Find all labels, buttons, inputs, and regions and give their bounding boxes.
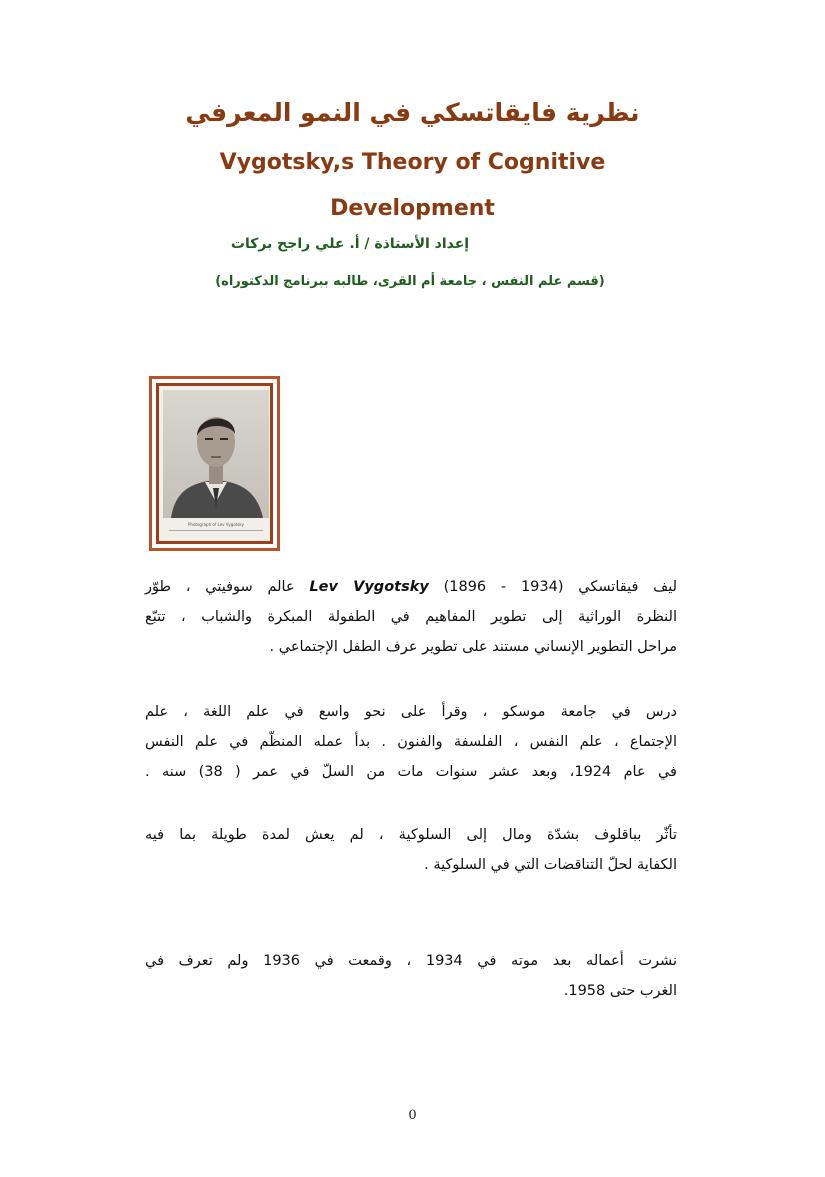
paragraph-3 (145, 820, 677, 880)
paragraph-3-line-2: الكفاية لحلّ التناقضات التي في السلوكية . (424, 857, 677, 873)
paragraph-2-line-2: الإجتماع ، علم النفس ، الفلسفة والفنون . بدأ عمله المنظّم في علم النفس (145, 734, 677, 750)
paragraph-1-line-2: النظرة الوراثية إلى تطوير المفاهيم في الطفولة المبكرة والشباب ، تتبّع (145, 609, 677, 625)
english-title-line-1: Vygotsky,s Theory of Cognitive (219, 150, 606, 175)
page-number: 0 (408, 1108, 417, 1123)
paragraph-2-line-1: درس في جامعة موسكو ، وقرأ على نحو واسع في علم اللغة ، علم (145, 704, 677, 720)
paragraph-2-line-3: في عام 1924، وبعد عشر سنوات مات من السلّ في عمر ( 38) سنه . (145, 764, 677, 780)
english-title-line-2: Development (330, 196, 495, 221)
paragraph-1-line-1 (145, 572, 677, 602)
portrait-image (163, 390, 269, 538)
paragraph-4-line-1: نشرت أعماله بعد موته في 1934 ، وقمعت في 1936 ولم تعرف في (145, 953, 677, 969)
paragraph-4-line-2: الغرب حتى 1958. (563, 983, 677, 999)
author-line: إعداد الأستاذة / أ. علي راجح بركات (230, 236, 470, 252)
photo-caption: Photograph of Lev Vygotsky (188, 522, 244, 527)
paragraph-2 (145, 697, 677, 787)
text-segment: ليف فيقاتسكي (563, 579, 677, 595)
portrait-photo (149, 376, 280, 551)
text-segment: (1896 - 1934) عالم سوفيتي ، طوّر (145, 579, 564, 595)
paragraph-4 (145, 946, 677, 1006)
paragraph-1 (145, 572, 677, 662)
paragraph-3-line-1: تأثّر بباقلوف بشدّة ومال إلى السلوكية ، لم يعش لمدة طويلة بما فيه (145, 827, 677, 843)
arabic-title: نظرية فايقاتسكي في النمو المعرفي (185, 98, 640, 127)
affiliation-line: (قسم علم النفس ، جامعة أم القرى، طالبه ببرنامج الدكتوراه) (215, 274, 605, 289)
paragraph-1-line-3: مراحل التطوير الإنساني مستند على تطوير عرف الطفل الإجتماعي . (269, 639, 677, 655)
lev-vygotsky-name: Lev Vygotsky (309, 579, 429, 595)
